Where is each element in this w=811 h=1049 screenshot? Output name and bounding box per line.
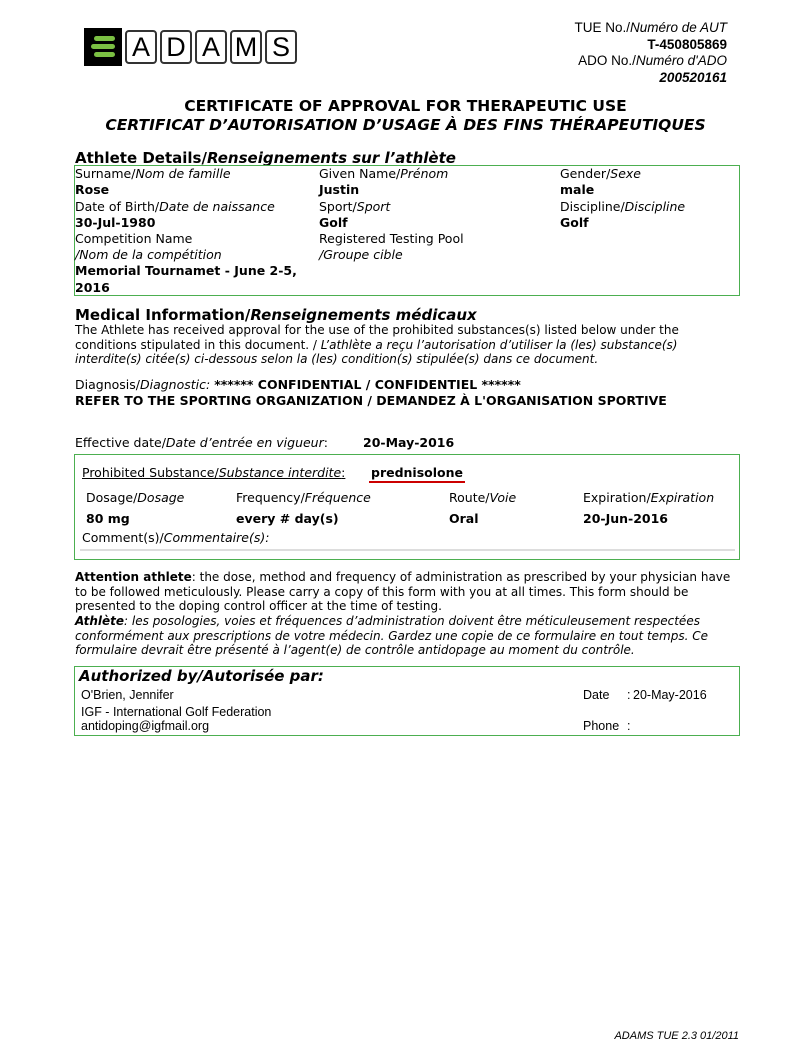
athlete-details-heading: Athlete Details/Renseignements sur l’athlète [75,149,456,167]
ado-number: 200520161 [659,69,727,85]
expiration-label: Expiration/Expiration [583,490,715,505]
adams-logo-icon [84,28,122,66]
certificate-title-fr: CERTIFICAT D’AUTORISATION D’USAGE À DES FINS THÉRAPEUTIQUES [105,116,706,134]
frequency-value: every # day(s) [236,511,339,526]
ado-number-label: ADO No./Numéro d'ADO [578,53,727,68]
certificate-title-en: CERTIFICATE OF APPROVAL FOR THERAPEUTIC USE [184,97,627,115]
route-label: Route/Voie [449,490,517,505]
surname-label: Surname/Nom de famille [75,166,231,181]
diagnosis-line: Diagnosis/Diagnostic: ****** CONFIDENTIAL / CONFIDENTIEL ****** [75,377,521,392]
approval-statement: The Athlete has received approval for the use of the prohibited substances(s) listed below under the conditions stipulated in this document. / L’athlète a reçu l’autorisation d’utiliser la (les) substance(s) interdite(s) citée(s) ci-dessous selon la (les) condition(s) stipulée(s) dans ce document. [75,323,679,366]
auth-date-value: 20-May-2016 [633,688,707,702]
effective-date-label: Effective date/Date d’entrée en vigueur: [75,435,328,450]
logo-letter: D [160,30,192,64]
dosage-value: 80 mg [86,511,130,526]
competition-label: Competition Name [75,231,193,246]
testing-pool-label-fr: /Groupe cible [319,247,403,262]
competition-value: Memorial Tournamet - June 2-5, [75,263,297,278]
auth-phone-colon: : [627,719,631,733]
tue-number-label: TUE No./Numéro de AUT [574,20,727,35]
logo-letter: S [265,30,297,64]
authorizer-org: IGF - International Golf Federation [81,705,272,719]
attention-notice-en: Attention athlete: the dose, method and frequency of administration as prescribed by your physician have to be followed meticulously. Please carry a copy of this form with you at all times. This form should be presented to the doping control officer at the time of testing. [75,570,731,613]
discipline-label: Discipline/Discipline [560,199,686,214]
expiration-value: 20-Jun-2016 [583,511,669,526]
authorizer-email: antidoping@igfmail.org [81,719,210,733]
tue-number: T-450805869 [647,36,727,52]
logo-letter: A [125,30,157,64]
medical-info-heading: Medical Information/Renseignements médicaux [75,306,477,324]
gender-value: male [560,182,595,197]
testing-pool-label: Registered Testing Pool [319,231,464,246]
form-version-footer: ADAMS TUE 2.3 01/2011 [614,1030,739,1042]
surname-value: Rose [75,182,110,197]
substance-name: prednisolone [369,465,465,483]
dob-value: 30-Jul-1980 [75,215,156,230]
dosage-label: Dosage/Dosage [86,490,185,505]
logo-letter: A [195,30,227,64]
route-value: Oral [449,511,479,526]
gender-label: Gender/Sexe [560,166,641,181]
attention-notice-fr: Athlète: les posologies, voies et fréquences d’administration doivent être méticuleusement respectées conformément aux prescriptions de votre médecin. Gardez une copie de ce formulaire en tout temps. Ce formulaire devrait être présenté à l’agent(e) de contrôle antidopage au moment du contrôle. [75,614,709,657]
competition-value-cont: 2016 [75,280,110,295]
substance-label: Prohibited Substance/Substance interdite: [82,465,346,480]
dob-label: Date of Birth/Date de naissance [75,199,275,214]
effective-date-value: 20-May-2016 [363,435,455,450]
competition-label-fr: /Nom de la compétition [75,247,222,262]
authorizer-name: O'Brien, Jennifer [81,688,174,702]
auth-date-label: Date [583,688,610,702]
frequency-label: Frequency/Fréquence [236,490,371,505]
sport-label: Sport/Sport [319,199,391,214]
given-name-value: Justin [319,182,360,197]
diagnosis-value: ****** CONFIDENTIAL / CONFIDENTIEL ****** [214,377,521,392]
given-name-label: Given Name/Prénom [319,166,449,181]
diagnosis-refer: REFER TO THE SPORTING ORGANIZATION / DEMANDEZ À L'ORGANISATION SPORTIVE [75,393,667,408]
logo-letter: M [230,30,262,64]
auth-date-colon: : [627,688,631,702]
tue-reference-block [574,20,727,86]
discipline-value: Golf [560,215,589,230]
comment-label: Comment(s)/Commentaire(s): [82,530,270,545]
adams-logo [84,28,297,66]
auth-phone-label: Phone [583,719,620,733]
comment-separator [80,549,735,551]
sport-value: Golf [319,215,348,230]
authorized-heading: Authorized by/Autorisée par: [79,667,324,685]
